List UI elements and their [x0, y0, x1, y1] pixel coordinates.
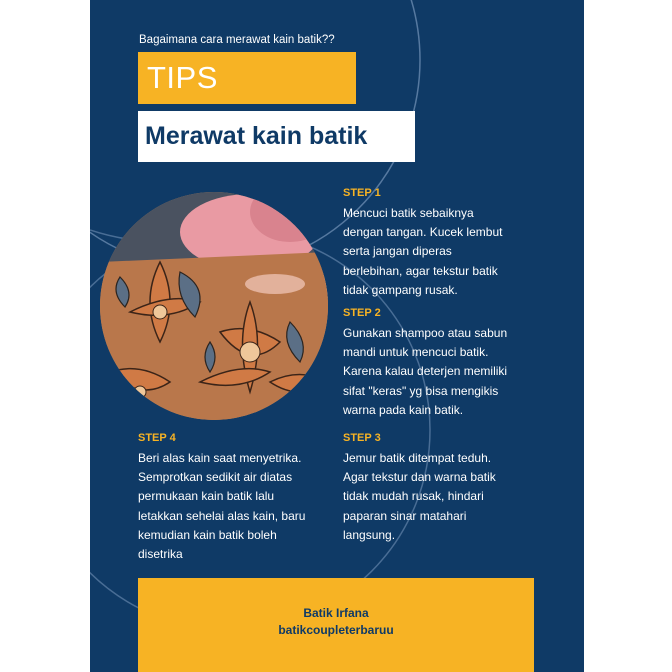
brand-name: Batik Irfana	[303, 606, 369, 620]
step-2-label: STEP 2	[343, 307, 381, 319]
batik-care-poster	[90, 0, 584, 672]
page-title: Merawat kain batik	[145, 122, 368, 150]
footer-banner	[138, 578, 534, 672]
batik-fabric-photo	[100, 192, 328, 420]
step-1-text: Mencuci batik sebaiknya dengan tangan. Kucek lembut serta jangan diperas berlebihan, agar tekstur batik tidak gampang rusak.	[343, 206, 503, 297]
tips-banner	[138, 52, 356, 104]
step-2-text: Gunakan shampoo atau sabun mandi untuk mencuci batik. Karena kalau deterjen memiliki sifat "keras" yg bisa mengikis warna pada kain batik.	[343, 326, 508, 417]
step-3-text: Jemur batik ditempat teduh. Agar tekstur dan warna batik tidak mudah rusak, hindari paparan sinar matahari langsung.	[343, 451, 496, 542]
title-box	[138, 111, 415, 162]
step-1-label: STEP 1	[343, 187, 381, 199]
intro-question: Bagaimana cara merawat kain batik??	[139, 34, 335, 46]
tips-label: TIPS	[147, 60, 218, 95]
step-3-label: STEP 3	[343, 432, 381, 444]
step-4-label: STEP 4	[138, 432, 176, 444]
step-3	[343, 431, 543, 545]
step-2	[343, 306, 543, 420]
brand-handle: batikcoupleterbaruu	[278, 623, 394, 637]
step-4-text: Beri alas kain saat menyetrika. Semprotkan sedikit air diatas permukaan kain batik lalu letakkan sehelai alas kain, baru kemudian kain batik boleh disetrika	[138, 451, 306, 562]
step-1	[343, 186, 543, 300]
step-4	[138, 431, 343, 564]
